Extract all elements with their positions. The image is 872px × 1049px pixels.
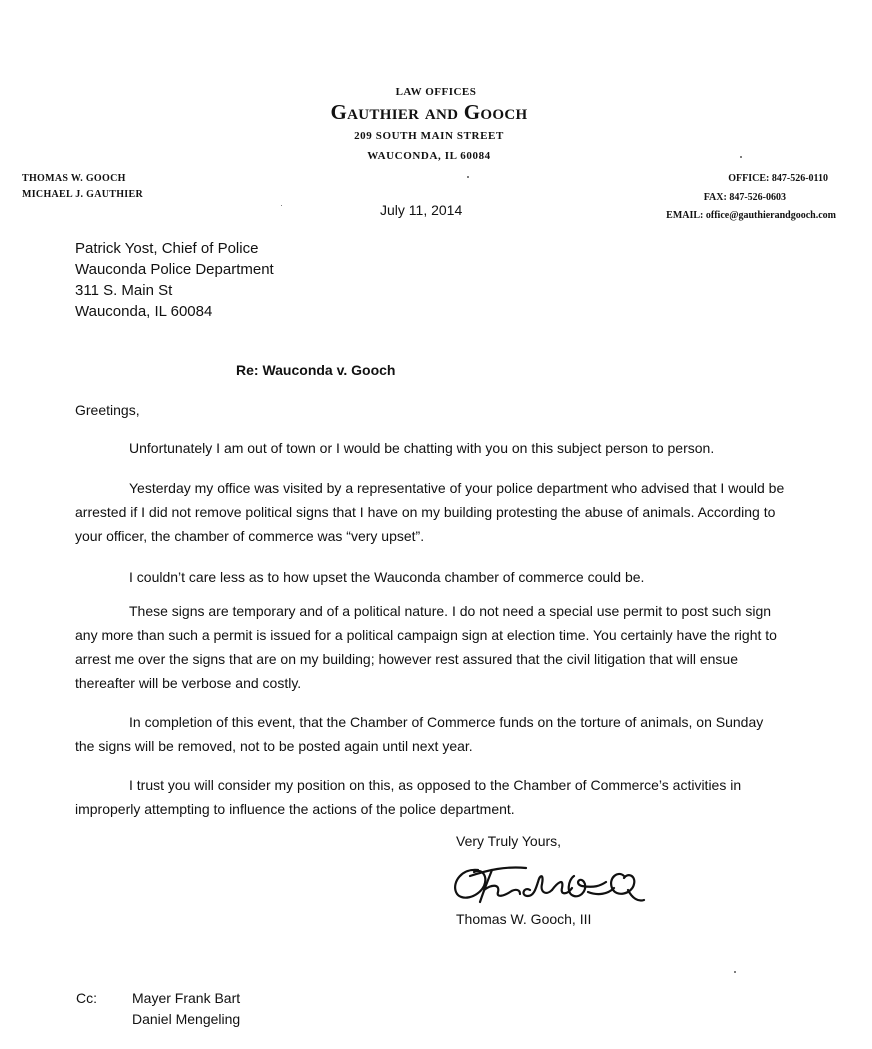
body-paragraph: I trust you will consider my position on this, as opposed to the Chamber of Commerce’s activities in improperly attempting to influence the actions of the police department. <box>75 777 742 817</box>
cc-recipient: Mayer Frank Bart <box>132 990 241 1006</box>
body-paragraph: I couldn’t care less as to how upset the Wauconda chamber of commerce could be. <box>129 569 645 585</box>
partner-name: THOMAS W. GOOCH <box>22 173 126 184</box>
body-paragraph: Unfortunately I am out of town or I would be chatting with you on this subject person to person. <box>129 440 715 456</box>
handwritten-signature <box>448 856 668 912</box>
recipient-name: Patrick Yost, Chief of Police <box>75 240 259 257</box>
recipient-city: Wauconda, IL 60084 <box>75 303 213 320</box>
scan-speck <box>740 156 742 158</box>
office-phone: OFFICE: 847-526-0110 <box>728 173 828 184</box>
recipient-street: 311 S. Main St <box>75 282 173 299</box>
signer-name: Thomas W. Gooch, III <box>456 911 592 927</box>
partner-name: MICHAEL J. GAUTHIER <box>22 189 143 200</box>
firm-street-address: 209 SOUTH MAIN STREET <box>354 130 504 142</box>
firm-name: Gauthier and Gooch <box>330 100 528 124</box>
scan-speck <box>734 971 736 973</box>
body-paragraph: Yesterday my office was visited by a representative of your police department who advised that I would be arrested if I did not remove political signs that I have on my building protesting the abuse of animals. According to your officer, the chamber of commerce was “very upset”. <box>75 480 785 544</box>
firm-city-address: WAUCONDA, IL 60084 <box>367 150 491 162</box>
body-paragraph: In completion of this event, that the Chamber of Commerce funds on the torture of animals, on Sunday the signs will be removed, not to be posted again until next year. <box>75 714 764 754</box>
scan-speck <box>281 205 282 206</box>
letterhead-kicker: LAW OFFICES <box>395 86 477 98</box>
letter-date: July 11, 2014 <box>380 202 463 218</box>
recipient-organization: Wauconda Police Department <box>75 261 274 278</box>
body-paragraph: These signs are temporary and of a political nature. I do not need a special use permit to post such sign any more than such a permit is issued for a political campaign sign at election time. You certainly have the right to arrest me over the signs that are on my building; however rest assured that the civil litigation that will ensue thereafter will be verbose and costly. <box>75 603 777 691</box>
subject-line: Re: Wauconda v. Gooch <box>236 362 396 378</box>
fax-number: FAX: 847-526-0603 <box>703 192 786 203</box>
salutation: Greetings, <box>75 402 140 418</box>
cc-recipient: Daniel Mengeling <box>132 1011 241 1027</box>
email-address: EMAIL: office@gauthierandgooch.com <box>666 210 836 221</box>
complimentary-close: Very Truly Yours, <box>456 833 562 849</box>
cc-label: Cc: <box>76 990 97 1006</box>
scan-speck <box>467 176 469 178</box>
